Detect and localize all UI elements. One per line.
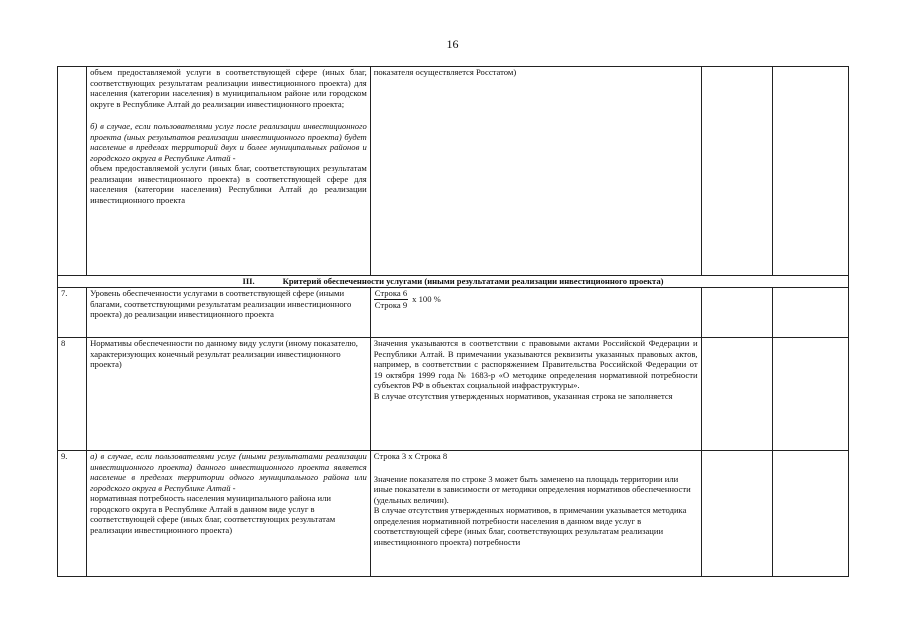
row-number-cell: 7. xyxy=(58,288,87,338)
value-cell xyxy=(701,338,772,451)
indicator-cell xyxy=(87,338,371,451)
indicator-text-italic: б) в случае, если пользователями услуг после реализации инвестиционного проекта (иных результатов реализации инвестиционного проекта) будет население в пределах территорий двух и более муниципальных районов и городского округа в Республике Алтай - xyxy=(90,121,367,163)
method-cell xyxy=(370,338,701,451)
section-header xyxy=(58,276,849,288)
row-number-cell: 9. xyxy=(58,451,87,577)
note-cell xyxy=(772,338,848,451)
method-cell xyxy=(370,67,701,276)
indicator-text: нормативная потребность населения муниципального района или городского округа в Республике Алтай в данном виде услуг в соответствующей сфере (иных благ, соответствующих результатам реализации инвестиционного проекта) xyxy=(90,493,336,535)
row-number-cell: 8 xyxy=(58,338,87,451)
indicator-text: Нормативы обеспеченности по данному виду услуги (иному показателю, характеризующих конечный результат реализации инвестиционного проекта) xyxy=(90,338,358,370)
note-cell xyxy=(772,451,848,577)
indicator-text: Уровень обеспеченности услугами в соответствующей сфере (иными благами, соответствующими результатам реализации инвестиционного проекта) до реализации инвестиционного проекта xyxy=(90,288,352,320)
section-number: III. xyxy=(242,276,255,286)
row-number-cell xyxy=(58,67,87,276)
formula-numerator: Строка 6 xyxy=(374,288,408,298)
page-number: 16 xyxy=(446,37,459,51)
indicator-cell xyxy=(87,451,371,577)
value-cell xyxy=(701,451,772,577)
note-cell xyxy=(772,288,848,338)
value-cell xyxy=(701,288,772,338)
method-text: В случае отсутствия утвержденных нормативов, в примечании указывается методика определения нормативной потребности населения в данном виде услуг в соответствующей сфере (иных благ, соответствующих результатам реализации инвестиционного проекта) потребности xyxy=(373,505,687,547)
formula xyxy=(374,288,441,310)
indicator-text: объем предоставляемой услуги (иных благ, соответствующих результатам реализации инвестиционного проекта) в соответствующей сфере для населения (категории населения) Республики Алтай до реализации инвестиционного проекта xyxy=(90,163,367,206)
method-text: Значения указываются в соответствии с правовыми актами Российской Федерации и Республики Алтай. В примечании указываются реквизиты указанных правовых актов, например, в соответствии с распоряжением Правительства Российской Федерации от 19 октября 1999 года № 1683-р «О методике определения нормативной потребности субъектов РФ в объектах социальной инфраструктуры». xyxy=(373,338,698,391)
table-row xyxy=(58,288,849,338)
formula: Строка 3 х Строка 8 xyxy=(373,451,448,461)
method-text: Значение показателя по строке 3 может быть заменено на площадь территории или иные показатели в зависимости от методики определения нормативов обеспеченности (удельных величин). xyxy=(373,473,691,505)
table-row xyxy=(58,67,849,276)
section-title: Критерий обеспеченности услугами (иными результатами реализации инвестиционного проекта) xyxy=(282,276,664,286)
value-cell xyxy=(701,67,772,276)
formula-multiplier: х 100 % xyxy=(412,293,441,304)
note-cell xyxy=(772,67,848,276)
indicator-text: объем предоставляемой услуги в соответствующей сфере (иных благ, соответствующих результатам реализации инвестиционного проекта) для населения (категории населения) в муниципальном районе или городском округе в Республике Алтай до реализации инвестиционного проекта; xyxy=(90,67,367,109)
indicator-text-italic: а) в случае, если пользователями услуг (иными результатами реализации инвестиционного проекта) данного инвестиционного проекта является население в пределах территории одного муниципального района или городского округа в Республике Алтай - xyxy=(90,451,367,493)
indicator-cell xyxy=(87,67,371,276)
section-header-row xyxy=(58,276,849,288)
table-row xyxy=(58,451,849,577)
formula-denominator: Строка 9 xyxy=(374,299,408,310)
method-text: В случае отсутствия утвержденных нормативов, указанная строка не заполняется xyxy=(373,390,673,401)
method-cell xyxy=(370,288,701,338)
table-row xyxy=(58,338,849,451)
method-cell xyxy=(370,451,701,577)
criteria-table xyxy=(57,66,849,577)
method-text: показателя осуществляется Росстатом) xyxy=(373,67,517,77)
indicator-cell xyxy=(87,288,371,338)
